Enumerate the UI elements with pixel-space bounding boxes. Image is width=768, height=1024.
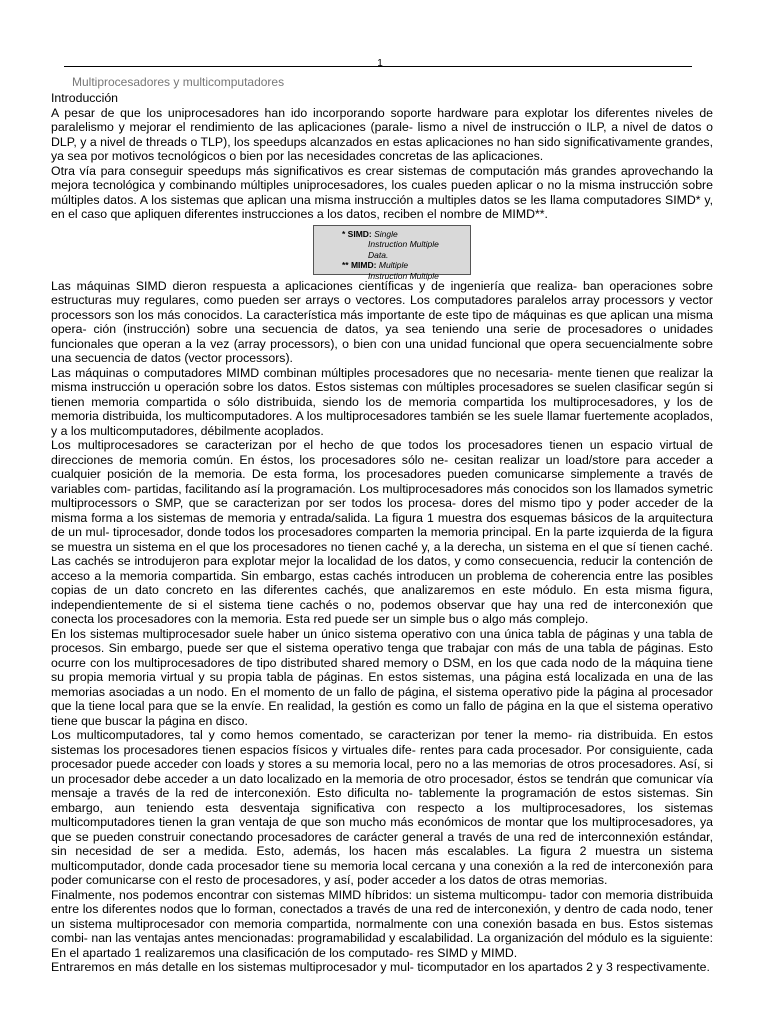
footnote-box: [313, 225, 471, 281]
footnote-mimd-text: Multiple: [378, 260, 409, 270]
section-heading-introduccion: Introducción: [51, 91, 118, 105]
header-rule: [64, 66, 692, 67]
document-body: [51, 91, 713, 975]
footnote-mimd-label: ** MIMD:: [342, 260, 377, 270]
footnote-simd-line: [318, 229, 466, 240]
footnote-simd-text-3: Data.: [368, 249, 389, 260]
paragraph-1: A pesar de que los uniprocesadores han ido incorporando soporte hardware para explotar los diferentes niveles de paralelismo y mejorar el rendimiento de las aplicaciones (parale- lismo a nivel de instrucción o ILP, a nivel de datos o DLP, y a nivel de threads o TLP), los speedups alcanzados en estas aplicaciones no han sido significativamente grandes, ya sea por motivos tecnológicos o bien por las necesidades concretas de las aplicaciones.: [51, 105, 713, 163]
paragraph-8: Finalmente, nos podemos encontrar con sistemas MIMD híbridos: un sistema multicompu- tador con memoria distribuida entre los diferentes nodos que lo forman, conectados a través de una red de interconexión, y dentro de cada nodo, tener un sistema multiprocesador con memoria compartida, normalmente con una conexión basada en bus. Estos sistemas combi- nan las ventajas antes mencionadas: programabilidad y escalabilidad. La organización del módulo es la siguiente: En el apartado 1 realizaremos una clasificación de los computado- res SIMD y MIMD.: [51, 887, 713, 960]
footnote-simd-text-2: Instruction Multiple: [368, 239, 439, 249]
document-title: Multiprocesadores y multicomputadores: [72, 75, 285, 89]
footnote-mimd-text-2: Instruction Multiple: [368, 270, 439, 281]
paragraph-7: Los multicomputadores, tal y como hemos comentado, se caracterizan por tener la memo- ria distribuida. En estos sistemas los procesadores tienen espacios físicos y virtuales dife- rentes para cada procesador. Por consiguiente, cada procesador puede acceder con loads y stores a su memoria local, pero no a las memorias de otros procesadores. Así, si un procesador debe acceder a un dato localizado en la memoria de otro procesador, éstos se tendrán que comunicar vía mensaje a través de la red de interconexión. Esto dificulta no- tablemente la programación de estos sistemas. Sin embargo, aun teniendo esta desventaja significativa con respecto a los multiprocesadores, los sistemas multicomputadores tienen la gran ventaja de que son mucho más económicos de montar que los multiprocesadores, ya que se pueden construir conectando procesadores de carácter general a través de una red de interconnexión estándar, sin necesidad de ser a medida. Esto, además, los hacen más escalables. La figura 2 muestra un sistema multicomputador, donde cada procesador tiene su memoria local cercana y una conexión a la red de interconexión para poder comunicarse con el resto de procesadores, y así, poder acceder a los datos de otras memorias.: [51, 728, 713, 887]
paragraph-5: Los multiprocesadores se caracterizan por el hecho de que todos los procesadores tienen un espacio virtual de direcciones de memoria común. En éstos, los procesadores sólo ne- cesitan realizar un load/store para acceder a cualquier posición de la memoria. De esta forma, los procesadores pueden comunicarse simplemente a través de variables com- partidas, facilitando así la programación. Los multiprocesadores más conocidos son los llamados symetric multiprocessors o SMP, que se caracterizan por ser todos los procesa- dores del mismo tipo y poder acceder de la misma forma a los sistemas de memoria y entrada/salida. La figura 1 muestra dos esquemas básicos de la arquitectura de un mul- tiprocesador, donde todos los procesadores comparten la memoria principal. En la parte izquierda de la figura se muestra un sistema en el que los procesadores no tienen caché y, a la derecha, un sistema en el que sí tienen caché. Las cachés se introdujeron para explotar mejor la localidad de los datos, y como consecuencia, reducir la contención de acceso a la memoria compartida. Sin embargo, estas cachés introducen un problema de coherencia entre las posibles copias de un dato concreto en las diferentes cachés, que analizaremos en este módulo. En esta misma figura, independientemente de si el sistema tiene cachés o no, podemos observar que hay una red de interconexión que conecta los procesadores con la memoria. Esta red puede ser un simple bus o algo más complejo.: [51, 438, 713, 626]
paragraph-6: En los sistemas multiprocesador suele haber un único sistema operativo con una única tabla de páginas y una tabla de procesos. Sin embargo, puede ser que el sistema operativo tenga que trabajar con más de una tabla de páginas. Esto ocurre con los multiprocesadores de tipo distributed shared memory o DSM, en los que cada nodo de la máquina tiene su propia memoria virtual y su propia tabla de páginas. En estos sistemas, una página está localizada en una de las memorias asociadas a un nodo. En el momento de un fallo de página, el sistema operativo pide la página al procesador que la tiene local para que se la envíe. En realidad, la gestión es como un fallo de página en la que el sistema operativo tiene que buscar la página en disco.: [51, 626, 713, 728]
footnote-mimd-line: [318, 260, 466, 271]
paragraph-2: Otra vía para conseguir speedups más significativos es crear sistemas de computación más grandes aprovechando la mejora tecnológica y combinando múltiples uniprocesadores, los cuales pueden aplicar o no la misma instrucción sobre múltiples datos. A los sistemas que aplican una misma instrucción a multiples datos se les llama computadores SIMD* y, en el caso que apliquen diferentes instrucciones a los datos, reciben el nombre de MIMD**.: [51, 163, 713, 221]
footnote-simd-text: Single: [374, 228, 398, 239]
footnote-simd-label: * SIMD:: [342, 228, 372, 239]
paragraph-4: Las máquinas o computadores MIMD combinan múltiples procesadores que no necesaria- mente tienen que realizar la misma instrucción u operación sobre los datos. Estos sistemas con múltiples procesadores se suelen clasificar según si tienen memoria compartida o sólo distribuida, siendo los de memoria compartida los multiprocesadores, y los de memoria distribuida, los multicomputadores. A los multiprocesadores también se les suele llamar fuertemente acoplados, y a los multicomputadores, débilmente acoplados.: [51, 365, 713, 438]
paragraph-3: Las máquinas SIMD dieron respuesta a aplicaciones científicas y de ingeniería que realiza- ban operaciones sobre estructuras muy regulares, como pueden ser arrays o vectores. Los computadores paralelos array processors y vector processors son los más conocidos. La característica más importante de este tipo de máquinas es que aplican una misma opera- ción (instrucción) sobre una secuencia de datos, ya sea teniendo una serie de procesadores o unidades funcionales que operan a la vez (array processors), o bien con una unidad funcional que opera secuencialmente sobre una secuencia de datos (vector processors).: [51, 278, 713, 365]
page-number: 1: [377, 58, 383, 69]
paragraph-9: Entraremos en más detalle en los sistemas multiprocesador y mul- ticomputador en los apartados 2 y 3 respectivamente.: [51, 960, 710, 974]
